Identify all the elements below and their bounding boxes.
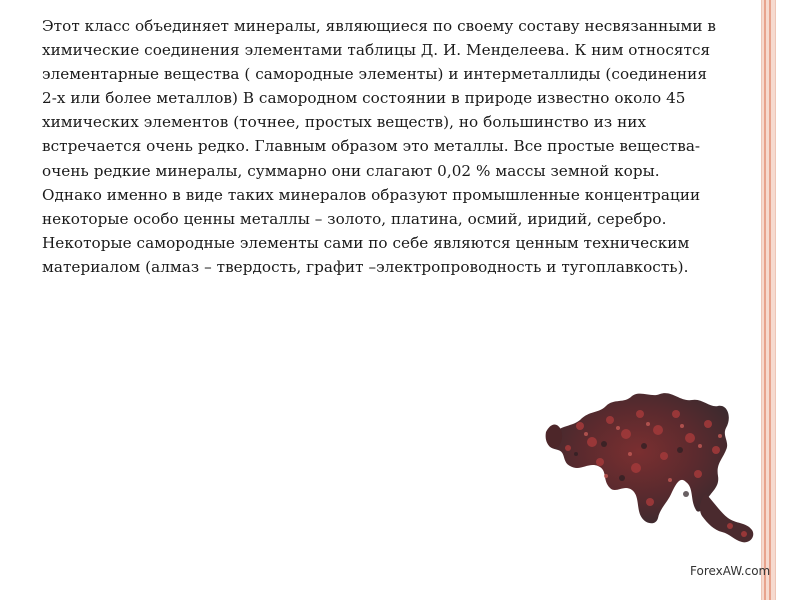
watermark-text: ForexAW.com — [690, 564, 771, 578]
decorative-stripe-edge — [775, 0, 776, 600]
decorative-stripe-line — [769, 0, 771, 600]
decorative-stripe-line — [764, 0, 766, 600]
mineral-specimen-image — [540, 384, 760, 554]
slide-body-text: Этот класс объединяет минералы, являющиеся по своему составу несвязанными в химические соединения элементами таблицы Д. И. Менделеева. К ним относятся элементарные вещества ( самородные элементы) и интерметаллиды (соединения 2-х или более металлов) В самородном состоянии в природе известно около 45 химических элементов (точнее, простых веществ), но большинство из них встречается очень редко. Главным образом это металлы. Все простые вещества- очень редкие минералы, суммарно они слагают 0,02 % массы земной коры. Однако именно в виде таких минералов образуют промышленные концентрации некоторые особо ценны металлы – золото, платина, осмий, иридий, серебро. Некоторые самородные элементы сами по себе являются ценным техническим материалом (алмаз – твердость, графит –электропроводность и тугоплавкость). — [42, 17, 716, 276]
